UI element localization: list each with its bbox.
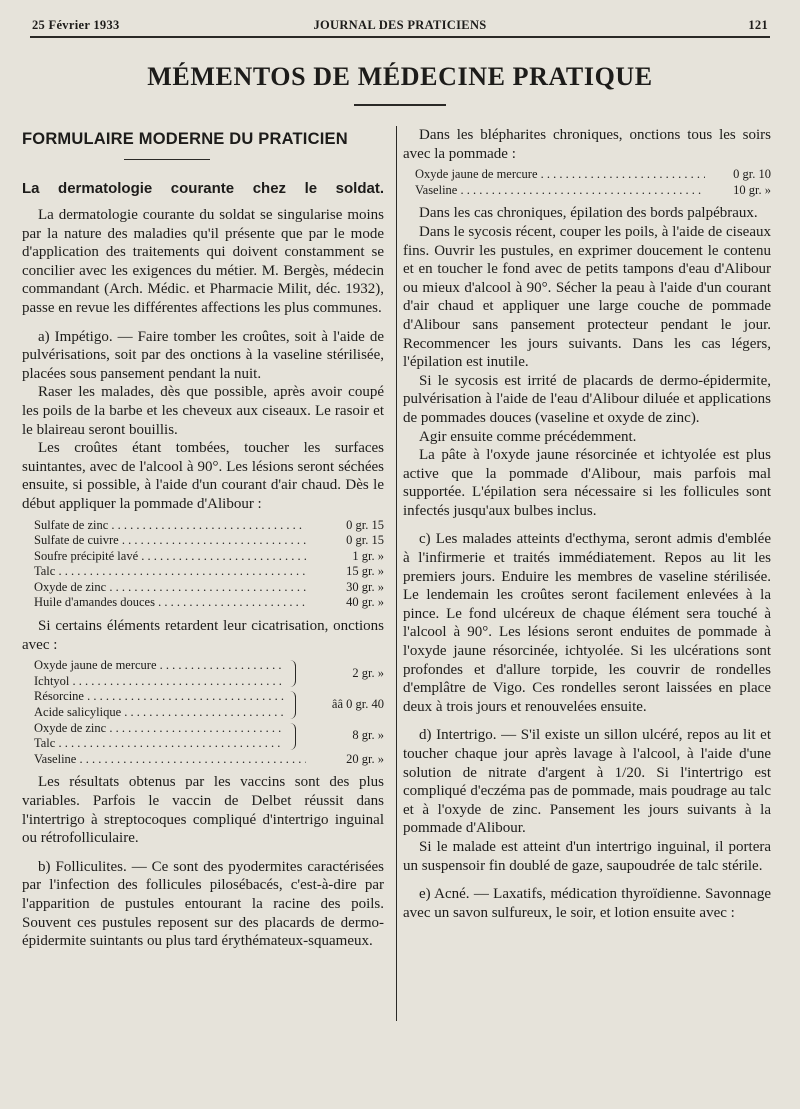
paragraph-intro: La dermatologie courante du soldat se singularise moins par la nature des maladies qu'il présente que par le mode d'application des traitements qui doivent constamment se concilier avec les exigences du métier. M. Bergès, médecin commandant (Arch. Médic. et Pharmacie Milit, déc. 1932), passe en revue les différentes affections les plus communes.	[22, 207, 384, 316]
paragraph-acne: e) Acné. — Laxatifs, médication thyroïdienne. Savonnage avec un savon sulfureux, le soir, et lotion ensuite avec :	[403, 886, 771, 921]
header-journal-name: JOURNAL DES PRATICIENS	[313, 18, 487, 32]
brace-mark	[289, 723, 296, 750]
section-title: FORMULAIRE MODERNE DU PRATICIEN	[22, 130, 348, 148]
paragraph-impetigo: a) Impétigo. — Faire tomber les croûtes, soit à l'aide de pulvérisations, soit par des onctions à la vaseline stérilisée, placées sous pansement pendant la nuit.	[22, 328, 384, 382]
right-column	[403, 126, 771, 922]
formula-group: Résorcine . . . Acide salicylique . . . ââ 0 gr. 40	[34, 689, 384, 720]
formula-blepharites	[415, 167, 771, 198]
article-subtitle: La dermatologie courante chez le soldat.	[22, 180, 384, 197]
paragraph-epilation: Dans les cas chroniques, épilation des bords palpébraux.	[419, 205, 758, 222]
brace-mark	[289, 660, 296, 687]
formula-pommade-alibour	[34, 518, 384, 612]
section-rule	[124, 159, 210, 160]
brace-mark	[289, 691, 296, 718]
paragraph-sycosis: Dans le sycosis récent, couper les poils, à l'aide de ciseaux fins. Ouvrir les pustules, en exprimer doucement le contenu et en toucher le fond avec de petits tampons d'eau d'Alibour ou mieux d'alcool à 90°. Sécher la peau à l'aide d'un courant d'air chaud et appliquer une large couche de pommade d'Alibour sans pansement protecteur pendant le jour. Recommencer les jours suivants. Dans les cas légers, l'épilation est inutile.	[403, 223, 771, 371]
paragraph-pate: La pâte à l'oxyde jaune résorcinée et ichtyolée est plus active que la pommade d'Alibour, mais parfois mal supportée. L'épilation sera nécessaire si les follicules sont infectés jusqu'aux bulbes inclus.	[403, 447, 771, 519]
header-rule	[30, 36, 770, 38]
formula-row: Huile d'amandes douces . . . 40 gr. »	[34, 595, 384, 611]
paragraph-sycosis-irrite: Si le sycosis est irrité de placards de dermo-épidermite, pulvérisation à l'aide de l'eau d'Alibour diluée et applications de pommades douces (vaseline et oxyde de zinc).	[403, 372, 771, 426]
formula-row: Vaseline . . . 10 gr. »	[415, 183, 771, 199]
formula-group: Oxyde de zinc . . . Talc . . . 8 gr. »	[34, 721, 384, 752]
formula-row: Talc . . . 15 gr. »	[34, 564, 384, 580]
paragraph-intertrigo-inguinal: Si le malade est atteint d'un intertrigo inguinal, il portera un suspensoir fin doublé de gaze, saupoudrée de talc stérile.	[403, 838, 771, 874]
paragraph-folliculites: b) Folliculites. — Ce sont des pyodermites caractérisées par l'infection des follicules pilosébacés, c'est-à-dire par l'apparition de pustules entourant la racine des poils. Souvent ces pustules reposent sur des placards de dermo-épidermite suintants ou plus tard érythémateux-squameux.	[22, 858, 384, 950]
formula-row: Oxyde de zinc . . . 30 gr. »	[34, 580, 384, 596]
left-column	[22, 126, 384, 951]
column-divider	[396, 126, 397, 1021]
header-page-number: 121	[748, 18, 768, 32]
running-header	[32, 16, 768, 38]
formula-group: Oxyde jaune de mercure . . . Ichtyol . . . 2 gr. »	[34, 658, 384, 689]
paragraph-cicatrisation: Si certains éléments retardent leur cicatrisation, onctions avec :	[22, 618, 384, 653]
header-date: 25 Février 1933	[32, 18, 120, 32]
paragraph-vaccins: Les résultats obtenus par les vaccins sont des plus variables. Parfois le vaccin de Delbet réussit dans l'intertrigo à streptocoques compliqué d'intertrigo inguinal ou rétrofolliculaire.	[22, 774, 384, 847]
formula-row: Vaseline . . . 20 gr. »	[34, 752, 384, 768]
paragraph-agir: Agir ensuite comme précédemment.	[419, 428, 637, 445]
formula-row: Sulfate de zinc . . . 0 gr. 15	[34, 518, 384, 534]
paragraph-blepharites: Dans les blépharites chroniques, onctions tous les soirs avec la pommade :	[403, 127, 771, 162]
paragraph-impetigo-crusts: Les croûtes étant tombées, toucher les surfaces suintantes, avec de l'alcool à 90°. Les lésions seront séchées ensuite, si possible, à l'aide d'un courant d'air chaud. Dès le début appliquer la pommade d'Alibour :	[22, 440, 384, 512]
formula-row: Sulfate de cuivre . . . 0 gr. 15	[34, 533, 384, 549]
paragraph-ecthyma: c) Les malades atteints d'ecthyma, seront admis d'emblée à l'infirmerie et traités immédiatement. Repos au lit les premiers jours. Enduire les membres de vaseline stérilisée. Le lendemain les croûtes seront facilement enlevées à la pince. Le fond ulcéreux de chaque élément sera touché à l'alcool à 90°. Les lésions seront enduites de pommade à l'oxyde jaune résorcinée, ichtyolée. Si les ulcérations sont profondes et d'allure torpide, les couvrir de rondelles d'emplâtre de Vigo. Ces rondelles seront laissées en place deux à trois jours et renouvelées ensuite.	[403, 531, 771, 715]
paragraph-intertrigo: d) Intertrigo. — S'il existe un sillon ulcéré, repos au lit et toucher chaque jour après lavage à l'alcool, à l'aide d'une solution de nitrate d'argent à 1/20. Si l'intertrigo est compliqué d'eczéma pas de pommade, mais poudrage au talc et à l'oxyde de zinc. Pansement les jours suivants à la pommade d'Alibour.	[403, 727, 771, 837]
formula-row: Oxyde jaune de mercure . . . 0 gr. 10	[415, 167, 771, 183]
page-title: MÉMENTOS DE MÉDECINE PRATIQUE	[147, 62, 653, 91]
title-rule	[354, 104, 446, 106]
formula-row: Soufre précipité lavé . . . 1 gr. »	[34, 549, 384, 565]
paragraph-impetigo-shaving: Raser les malades, dès que possible, après avoir coupé les poils de la barbe et les cheveux aux ciseaux. Le rasoir et le blaireau seront bouillis.	[22, 384, 384, 438]
formula-onctions	[34, 658, 384, 767]
